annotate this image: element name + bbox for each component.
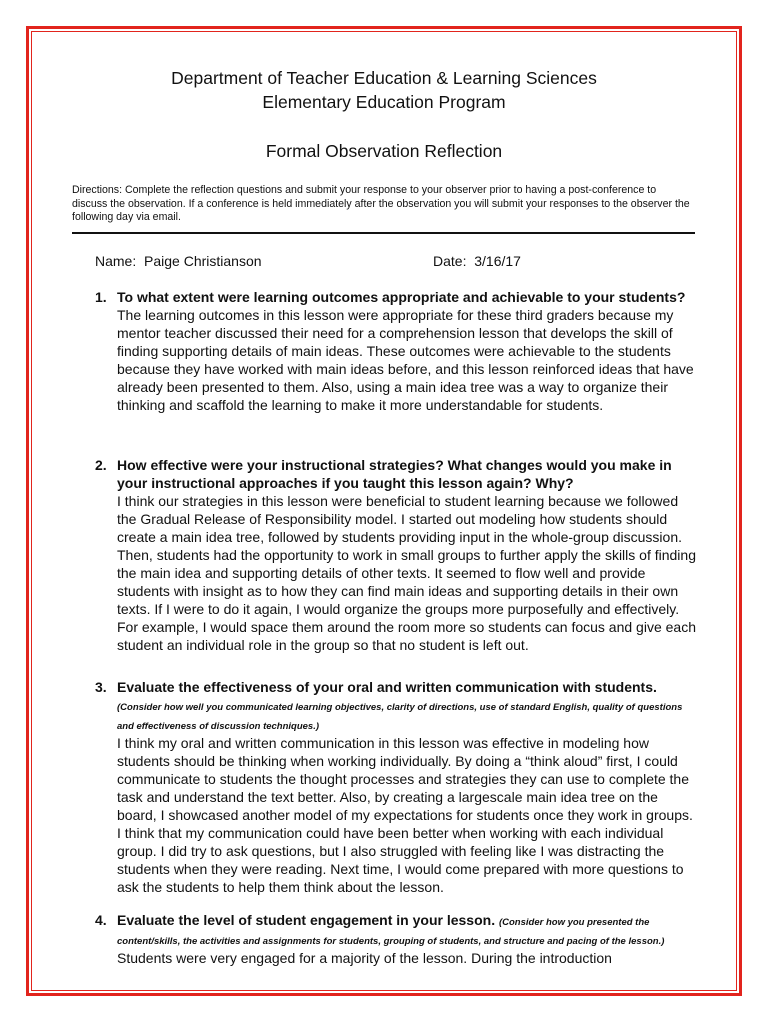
answer-text: The learning outcomes in this lesson were appropriate for these third graders because my mentor teacher discussed their need for a comprehension lesson that develops the skill of finding supporting details of main ideas. These outcomes were achievable to the students because they have worked with main ideas before, and this lesson reinforced ideas that have already been presented to them. Also, using a main idea tree was a way to organize their thinking and scaffold the learning to make it more understandable for students. [117, 307, 694, 413]
date-label: Date: [433, 253, 467, 269]
question-text [117, 911, 700, 949]
program-title: Elementary Education Program [262, 92, 506, 112]
question-note: (Consider how you presented the content/skills, the activities and assignments for students, grouping of students, and structure and pacing of the lesson.) [117, 917, 665, 947]
question-number: 3. [95, 679, 107, 695]
document-header [0, 66, 768, 114]
date-row [433, 252, 521, 270]
form-title [0, 139, 768, 163]
question-item [95, 288, 700, 414]
answer-text: I think my oral and written communication in this lesson was effective in modeling how students should be thinking when working individually. By doing a “think aloud” first, I could communicate to students the thought processes and strategies they can use to complete the task and understand the text better. Also, by creating a largescale main idea tree on the board, I showcased another model of my expectations for students once they work in groups. I think that my communication could have been better when working with each individual group. I did try to ask questions, but I also struggled with feeling like I was distracting the students when they were reading. Next time, I would come prepared with more questions to ask the students to help them think about the lesson. [117, 735, 693, 895]
header-divider [72, 232, 695, 234]
question-prompt: Evaluate the level of student engagement in your lesson. [117, 912, 496, 928]
question-prompt: To what extent were learning outcomes appropriate and achievable to your students? [117, 289, 686, 305]
question-number: 1. [95, 289, 107, 305]
directions-text: Directions: Complete the reflection questions and submit your response to your observer prior to having a post-conference to discuss the observation. If a conference is held immediately after the observation you will submit your responses to the observer the following day via email. [72, 184, 690, 223]
date-value: 3/16/17 [474, 253, 521, 269]
department-title: Department of Teacher Education & Learning Sciences [171, 68, 597, 88]
name-label: Name: [95, 253, 137, 269]
question-text [117, 288, 700, 306]
question-number: 4. [95, 912, 107, 928]
name-value: Paige Christianson [144, 253, 262, 269]
question-text [117, 678, 700, 734]
question-prompt: How effective were your instructional strategies? What changes would you make in your instructional approaches if you taught this lesson again? Why? [117, 457, 672, 491]
form-title-text: Formal Observation Reflection [265, 141, 503, 161]
question-item [95, 911, 700, 967]
question-number: 2. [95, 457, 107, 473]
question-note: (Consider how well you communicated learning objectives, clarity of directions, use of standard English, quality of questions and effectiveness of discussion techniques.) [117, 702, 683, 732]
question-item [95, 456, 700, 654]
name-row [95, 252, 262, 270]
question-prompt: Evaluate the effectiveness of your oral and written communication with students. [117, 679, 657, 695]
question-item [95, 678, 700, 896]
question-text [117, 456, 700, 492]
answer-text: Students were very engaged for a majority of the lesson. During the introduction [117, 950, 612, 966]
answer-text: I think our strategies in this lesson were beneficial to student learning because we followed the Gradual Release of Responsibility model. I started out modeling how students should create a main idea tree, followed by students providing input in the whole-group discussion. Then, students had the opportunity to work in small groups to further apply the skills of finding the main idea and supporting details of other texts. It seemed to flow well and provide students with insight as to how they can find main ideas and supporting details in their own texts. If I were to do it again, I would organize the groups more purposefully and effectively. For example, I would space them around the room more so students can focus and give each student an individual role in the group so that no student is left out. [117, 493, 696, 653]
